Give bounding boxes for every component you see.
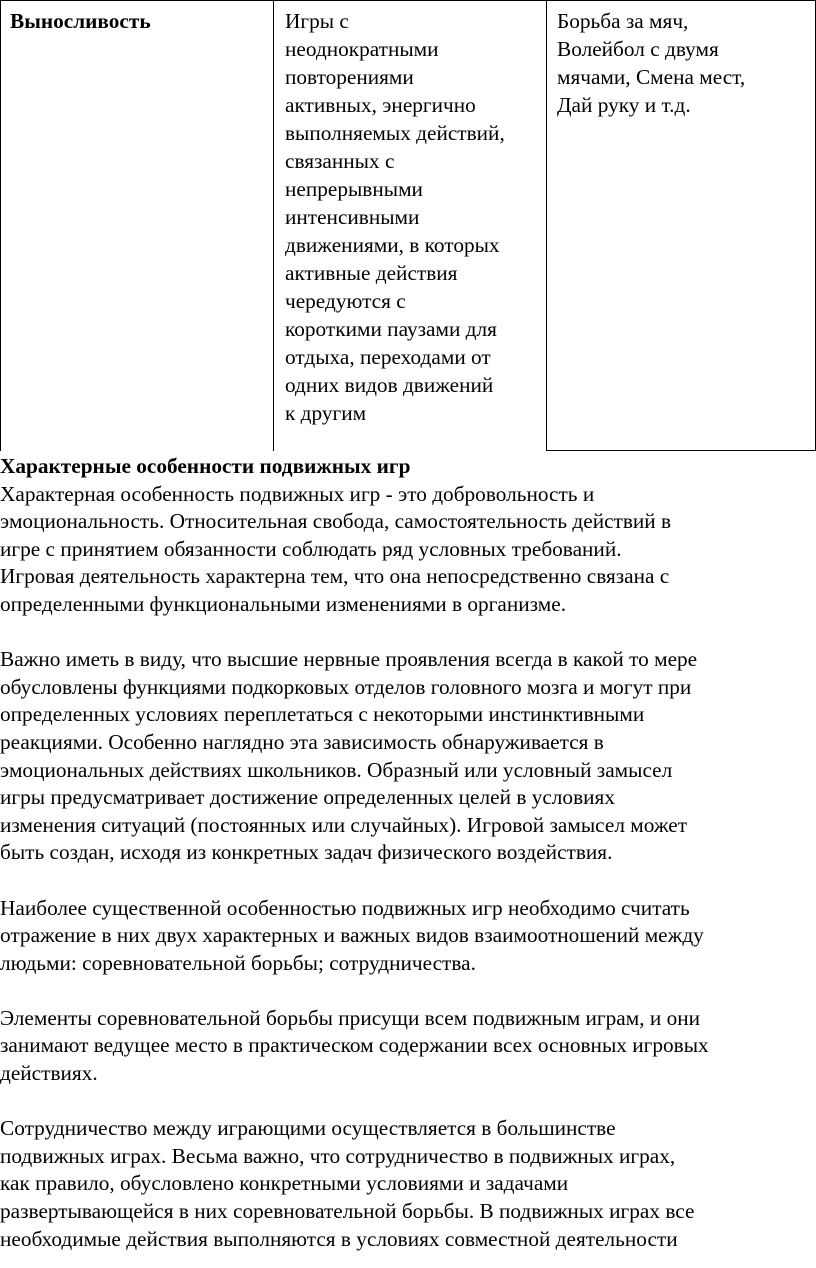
examples-line: мячами, Смена мест, [557, 65, 746, 89]
description-line: движениями, в которых [285, 233, 500, 257]
paragraph-line: определенными функциональными изменениями в организме. [0, 591, 567, 616]
table-cell-examples [546, 0, 816, 451]
description-line: отдыха, переходами от [285, 345, 491, 369]
description-line: Игры с [285, 9, 349, 33]
table-cell-quality [0, 0, 273, 451]
paragraph [0, 481, 816, 619]
paragraph-gap [0, 619, 816, 647]
description-line: связанных с [285, 149, 395, 173]
description-line: выполняемых действий, [285, 121, 505, 145]
description-line: к другим [285, 401, 367, 425]
description-line: короткими паузами для [285, 317, 497, 341]
paragraph-line: занимают ведущее место в практическом содержании всех основных игровых [0, 1033, 709, 1058]
description-line: неоднократными [285, 37, 439, 61]
section-heading: Характерные особенности подвижных игр [0, 454, 411, 478]
table-cell-description [273, 0, 546, 451]
paragraph-line: определенных условиях переплетаться с некоторыми инстинктивными [0, 702, 645, 727]
description-line: чередуются с [285, 289, 406, 313]
description-line: одних видов движений [285, 373, 494, 397]
paragraph [0, 895, 816, 978]
examples-line: Борьба за мяч, [557, 9, 689, 33]
paragraph-line: игре с принятием обязанности соблюдать ряд условных требований. [0, 536, 622, 561]
examples-line: Дай руку и т.д. [557, 93, 691, 117]
paragraph-line: изменения ситуаций (постоянных или случайных). Игровой замысел может [0, 812, 688, 837]
paragraph-line: отражение в них двух характерных и важных видов взаимоотношений между [0, 923, 704, 948]
examples-line: Волейбол с двумя [557, 37, 719, 61]
paragraph-line: необходимые действия выполняются в условиях совместной деятельности [0, 1226, 678, 1251]
description-line: непрерывными [285, 177, 423, 201]
paragraph-line: обусловлены функциями подкорковых отделов головного мозга и могут при [0, 674, 692, 699]
description-line: активных, энергично [285, 93, 476, 117]
description-line: повторениями [285, 65, 414, 89]
paragraph-line: Наиболее существенной особенностью подвижных игр необходимо считать [0, 895, 690, 920]
paragraph [0, 1005, 816, 1088]
table-border-bottom [546, 450, 816, 451]
paragraph-line: эмоциональных действиях школьников. Образный или условный замысел [0, 757, 673, 782]
paragraph-line: людьми: соревновательной борьбы; сотрудничества. [0, 950, 476, 975]
paragraph-line: развертывающейся в них соревновательной борьбы. В подвижных играх все [0, 1199, 695, 1224]
paragraph-gap [0, 1088, 816, 1116]
games-table [0, 0, 816, 451]
paragraph-gap [0, 867, 816, 895]
document-body [0, 453, 816, 1253]
paragraph-line: игры предусматривает достижение определенных целей в условиях [0, 785, 615, 810]
paragraph-gap [0, 977, 816, 1005]
paragraph-line: Элементы соревновательной борьбы присущи всем подвижным играм, и они [0, 1005, 701, 1030]
paragraph-line: Сотрудничество между играющими осуществляется в большинстве [0, 1116, 616, 1141]
paragraph-line: подвижных играх. Весьма важно, что сотрудничество в подвижных играх, [0, 1143, 676, 1168]
paragraph [0, 646, 816, 867]
paragraph [0, 1115, 816, 1253]
paragraph-line: действиях. [0, 1061, 98, 1086]
paragraph-line: Характерная особенность подвижных игр - это добровольность и [0, 481, 595, 506]
paragraph-line: Важно иметь в виду, что высшие нервные проявления всегда в какой то мере [0, 647, 698, 672]
paragraph-line: реакциями. Особенно наглядно эта зависимость обнаруживается в [0, 729, 604, 754]
paragraph-line: как правило, обусловлено конкретными условиями и задачами [0, 1171, 569, 1196]
paragraph-line: эмоциональность. Относительная свобода, самостоятельность действий в [0, 509, 672, 534]
description-line: интенсивными [285, 205, 420, 229]
quality-label: Выносливость [10, 9, 151, 33]
paragraph-line: Игровая деятельность характерна тем, что она непосредственно связана с [0, 564, 670, 589]
paragraph-line: быть создан, исходя из конкретных задач физического воздействия. [0, 840, 613, 865]
description-line: активные действия [285, 261, 458, 285]
